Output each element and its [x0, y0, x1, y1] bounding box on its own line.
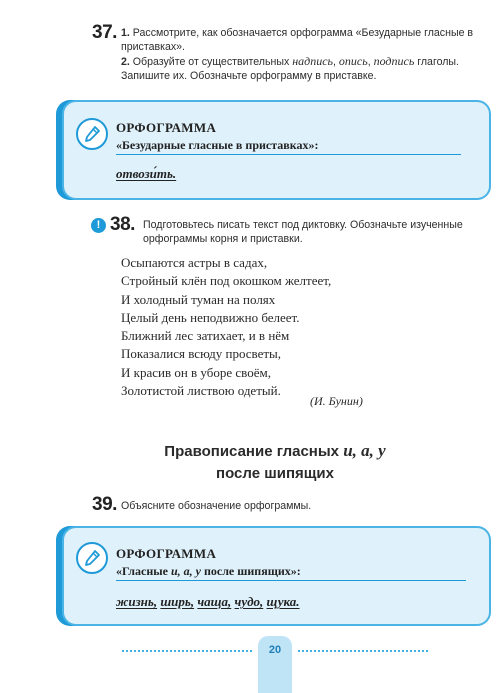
- subtitle-letters: и, а, у: [170, 564, 201, 578]
- orthogram-panel-prefixes: [62, 100, 491, 200]
- subtitle-c: после шипящих»:: [200, 564, 301, 578]
- orthogram-subtitle: «Безударные гласные в приставках»:: [116, 138, 319, 152]
- section-heading: [100, 441, 450, 482]
- poem-line: И холодный туман на полях: [121, 291, 276, 307]
- word-nadpis: надпись: [292, 54, 334, 68]
- example-word: чаща,: [197, 594, 232, 609]
- heading-line-1: Правописание гласных: [164, 443, 344, 460]
- orthogram-example: [116, 166, 176, 182]
- exercise-37-task-1: [121, 26, 493, 54]
- task-2-number: 2.: [121, 56, 130, 68]
- pen-icon: [76, 542, 108, 574]
- pen-icon: [76, 118, 108, 150]
- poem-line: Стройный клён под окошком желтеет,: [121, 273, 332, 289]
- exercise-37-number: 37.: [92, 22, 117, 43]
- task-2-text-c: Запишите их. Обозначьте орфограмму в приставке.: [121, 70, 377, 82]
- poem-line: Целый день неподвижно белеет.: [121, 309, 300, 325]
- poem-line: Осыпаются астры в садах,: [121, 255, 268, 270]
- example-word: ширь,: [160, 594, 195, 609]
- exercise-38-text: Подготовьтесь писать текст под диктовку. Обозначьте изученные орфограммы корня и приставки.: [143, 219, 463, 245]
- orthogram-subtitle: [116, 564, 301, 579]
- subtitle-a: «Гласные: [116, 564, 171, 578]
- orthogram-examples: [116, 594, 300, 610]
- example-word: щука.: [266, 594, 300, 609]
- heading-line-2: после шипящих: [216, 465, 334, 482]
- poem: [121, 254, 441, 400]
- orthogram-rule: [116, 154, 461, 155]
- exercise-37-task-2: 2. Образуйте от существительных надпись, опись, подпись глаголы. Запишите их. Обозначьте орфограмму в приставке.: [121, 54, 459, 82]
- poem-line: Показалися всюду просветы,: [121, 346, 282, 362]
- exercise-38-number: 38.: [110, 214, 135, 235]
- page-number: 20: [258, 636, 292, 693]
- poem-author: (И. Бунин): [310, 394, 363, 408]
- word-opis: опись: [338, 54, 368, 68]
- orthogram-title: ОРФОГРАММА: [116, 120, 217, 135]
- poem-line: Золотистой листвою одетый.: [121, 383, 281, 399]
- task-2-text-a: Образуйте от существительных: [132, 56, 293, 68]
- example-word-otvozit: отвози́ть.: [116, 166, 177, 181]
- example-word: жизнь,: [116, 594, 158, 609]
- task-2-text-b: глаголы.: [414, 56, 459, 68]
- important-icon: !: [91, 218, 106, 233]
- pen-icon-glyph: [78, 544, 106, 572]
- pen-icon-glyph: [78, 120, 106, 148]
- orthogram-rule: [116, 580, 466, 581]
- heading-letters: и, а, у: [343, 441, 386, 460]
- task-1-text: Рассмотрите, как обозначается орфограмма «Безударные гласные в приставках».: [121, 27, 474, 53]
- footer-dots-right: [298, 650, 428, 652]
- exercise-39-text: Объясните обозначение орфограммы.: [121, 500, 312, 512]
- poem-line: И красив он в уборе своём,: [121, 364, 271, 380]
- exercise-39-number: 39.: [92, 494, 117, 515]
- footer-dots-left: [122, 650, 252, 652]
- task-1-number: 1.: [121, 27, 130, 39]
- orthogram-title: ОРФОГРАММА: [116, 546, 217, 561]
- orthogram-panel-sibilants: [62, 526, 491, 626]
- word-podpis: подпись: [373, 54, 415, 68]
- example-word: чудо,: [234, 594, 264, 609]
- poem-line: Ближний лес затихает, и в нём: [121, 328, 290, 344]
